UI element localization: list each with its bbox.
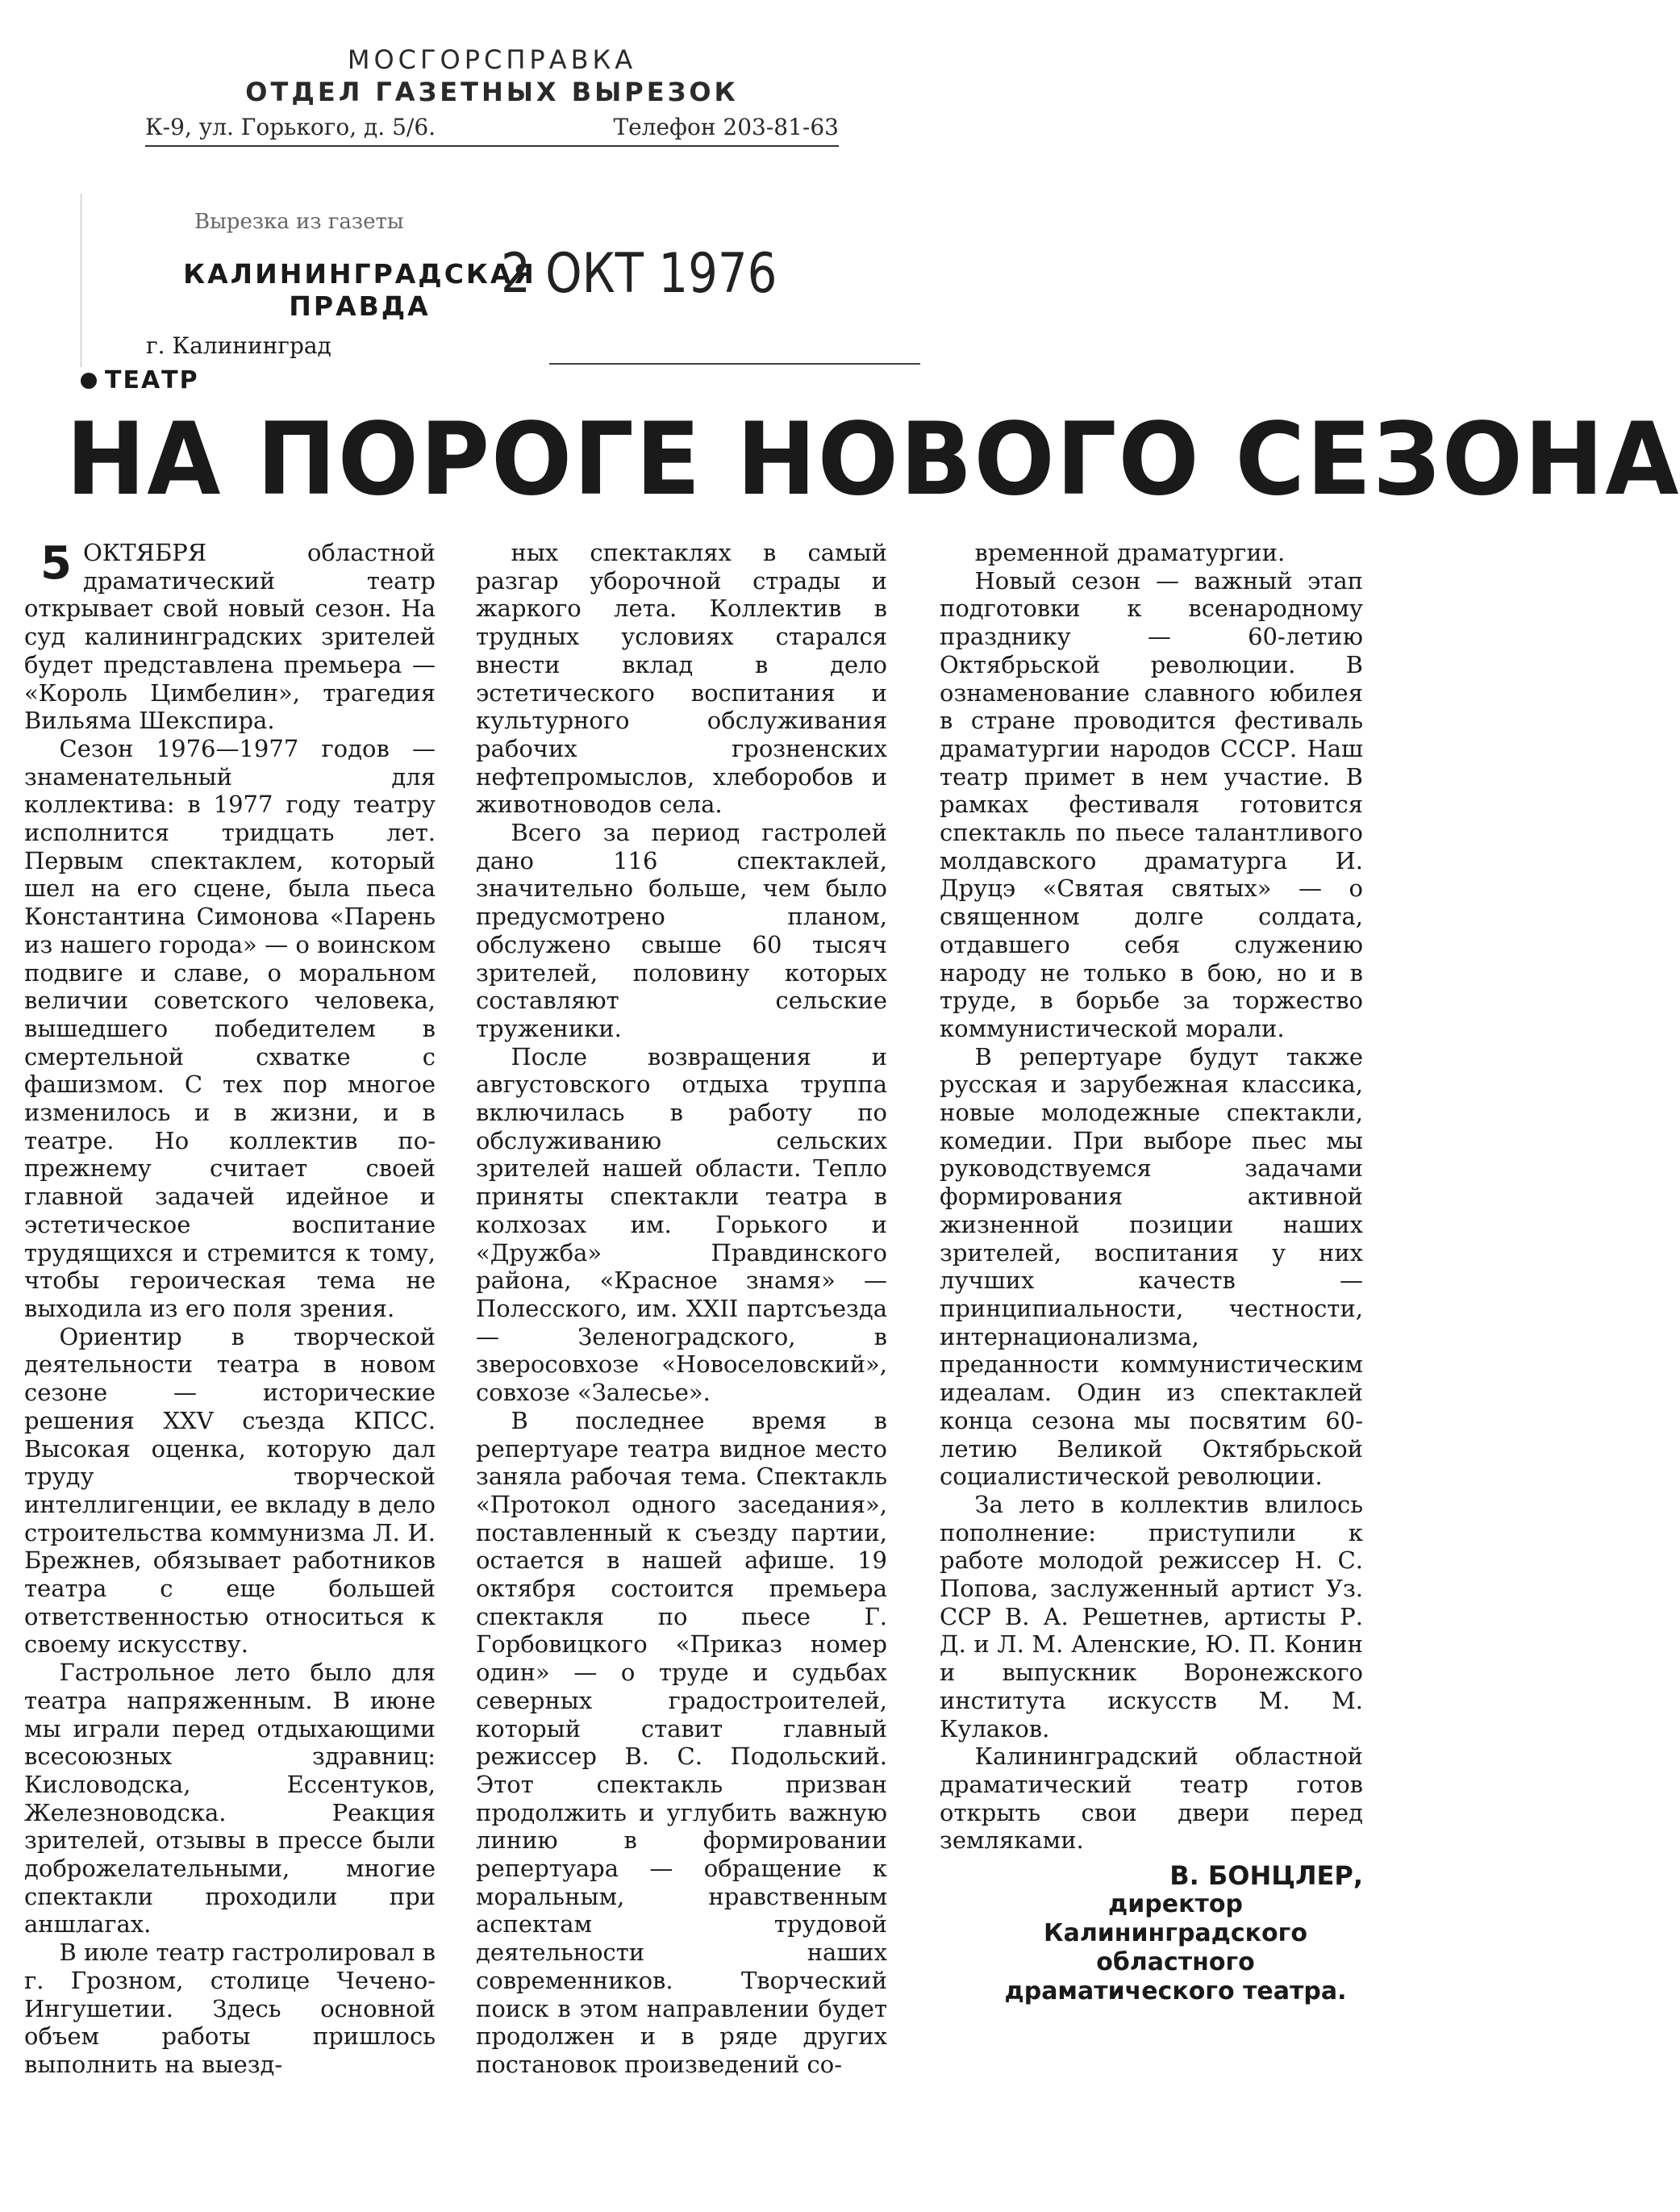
- stamp-contacts: [137, 114, 847, 140]
- paragraph-text: Всего за период гастролей дано 116 спектаклей, значительно больше, чем было предусмотрено планом, обслужено свыше 60 тысяч зрителей, половину которых составляют сельские труженики.: [476, 819, 887, 1042]
- mosgorspravka-stamp: [137, 44, 847, 147]
- bullet-icon: [81, 373, 97, 389]
- article-paragraph: [24, 1939, 436, 2079]
- article-paragraph: [940, 1491, 1363, 1742]
- clipping-divider: [549, 363, 920, 365]
- clipping-city: г. Калининград: [146, 332, 331, 359]
- newspaper-name-line1: КАЛИНИНГРАДСКАЯ: [183, 258, 536, 290]
- rubric: [81, 366, 199, 394]
- article-paragraph: [940, 567, 1363, 1043]
- clipping-from-label: Вырезка из газеты: [194, 210, 404, 234]
- paragraph-text: ОКТЯБРЯ областной драматический театр открывает свой новый сезон. На суд калининградских зрителей будет представлена премьера — «Король Цимбелин», трагедия Вильяма Шекспира.: [24, 539, 436, 735]
- paragraph-text: В последнее время в репертуаре театра видное место заняла рабочая тема. Спектакль «Протокол одного заседания», поставленный к съезду партии, остается в нашей афише. 19 октября состоится премьера спектакля по пьесе Г. Горбовицкого «Приказ номер один» — о труде и судьбах северных градостроителей, который ставит главный режиссер В. С. Подольский. Этот спектакль призван продолжить и углубить важную линию в формировании репертуара — обращение к моральным, нравственным аспектам трудовой деятельности наших современников. Творческий поиск в этом направлении будет продолжен и в ряде других постановок произведений со-: [476, 1406, 887, 2078]
- paragraph-text: Новый сезон — важный этап подготовки к всенародному празднику — 60-летию Октябрьской революции. В ознаменование славного юбилея в стране проводится фестиваль драматургии народов СССР. Наш театр примет в нем участие. В рамках фестиваля готовится спектакль по пьесе талантливого молдавского драматурга И. Друцэ «Святая святых» — о священном долге солдата, отдавшего себя служению народу не только в бою, но и в труде, в борьбе за торжество коммунистической морали.: [940, 566, 1363, 1042]
- dropcap: 5: [40, 537, 72, 590]
- paragraph-text: В июле театр гастролировал в г. Грозном, столице Чечено-Ингушетии. Здесь основной объем работы пришлось выполнить на выезд-: [24, 1939, 436, 2078]
- paragraph-text: Сезон 1976—1977 годов — знаменательный для коллектива: в 1977 году театру исполнится тридцать лет. Первым спектаклем, который шел на его сцене, была пьеса Константина Симонова «Парень из нашего города» — о воинском подвиге и славе, о моральном величии советского человека, вышедшего победителем в смертельной схватке с фашизмом. С тех пор многое изменилось и в жизни, и в театре. Но коллектив по-прежнему считает своей главной задачей идейное и эстетическое воспитание трудящихся и стремится к тому, чтобы героическая тема не выходила из его поля зрения.: [24, 734, 436, 1322]
- stamp-agency: МОСГОРСПРАВКА: [347, 44, 637, 75]
- article-paragraph: [24, 735, 436, 1323]
- paragraph-text: Калининградский областной драматический театр готов открыть свои двери перед земляками.: [940, 1742, 1363, 1855]
- signature-position: директор Калининградского областного драматического театра.: [1004, 1890, 1347, 2006]
- paragraph-text: После возвращения и августовского отдыха труппа включилась в работу по обслуживанию сельских зрителей нашей области. Тепло приняты спектакли театра в колхозах им. Горького и «Дружба» Правдинского района, «Красное знамя» — Полесского, им. XXII партсъезда — Зеленоградского, в зверосовхозе «Новоселовский», совхозе «Залесье».: [476, 1042, 887, 1407]
- article-paragraph: [476, 539, 887, 819]
- paragraph-text: В репертуаре будут также русская и зарубежная классика, новые молодежные спектакли, комедии. При выборе пьес мы руководствуемся задачами формирования активной жизненной позиции наших зрителей, воспитания у них лучших качеств — принципиальности, честности, интернационализма, преданности коммунистическим идеалам. Один из спектаклей конца сезона мы посвятим 60-летию Великой Октябрьской социалистической революции.: [940, 1042, 1363, 1491]
- article-paragraph: [476, 819, 887, 1043]
- stamp-divider: [145, 145, 839, 147]
- article-paragraph: [476, 1043, 887, 1407]
- article-paragraph: [940, 1742, 1363, 1855]
- article-column-2: [476, 539, 887, 2079]
- article-column-1: [24, 539, 436, 2079]
- article-paragraph: [24, 1323, 436, 1659]
- signature-block: [940, 1861, 1363, 2006]
- paragraph-text: ных спектаклях в самый разгар уборочной страды и жаркого лета. Коллектив в трудных условиях старался внести вклад в дело эстетического воспитания и культурного обслуживания рабочих грозненских нефтепромыслов, хлеборобов и животноводов села.: [476, 539, 887, 819]
- article-headline: НА ПОРОГЕ НОВОГО СЕЗОНА: [65, 402, 1680, 518]
- stamp-phone: Телефон 203-81-63: [613, 114, 839, 140]
- newspaper-name-line2: ПРАВДА: [289, 290, 431, 322]
- article-paragraph: [476, 1407, 887, 2079]
- rubric-label: ТЕАТР: [105, 366, 199, 394]
- signature-name: В. БОНЦЛЕР,: [1169, 1860, 1363, 1892]
- paragraph-text: За лето в коллектив влилось пополнение: приступили к работе молодой режиссер Н. С. Попова, заслуженный артист Уз. ССР В. А. Решетнев, артисты Р. Д. и Л. М. Аленские, Ю. П. Конин и выпускник Воронежского института искусств М. М. Кулаков.: [940, 1490, 1363, 1742]
- paragraph-text: Ориентир в творческой деятельности театра в новом сезоне — исторические решения XXV съезда КПСС. Высокая оценка, которую дал труду творческой интеллигенции, ее вкладу в дело строительства коммунизма Л. И. Брежнев, обязывает работников театра с еще большей ответственностью относиться к своему искусству.: [24, 1322, 436, 1659]
- article-column-3: [940, 539, 1363, 2006]
- clipping-source-block: [81, 194, 840, 367]
- paragraph-text: Гастрольное лето было для театра напряженным. В июне мы играли перед отдыхающими всесоюзных здравниц: Кисловодска, Ессентуков, Железноводска. Реакция зрителей, отзывы в прессе были доброжелательными, многие спектакли проходили при аншлагах.: [24, 1659, 436, 1939]
- article-paragraph: [24, 1659, 436, 1939]
- stamp-department: ОТДЕЛ ГАЗЕТНЫХ ВЫРЕЗОК: [245, 77, 739, 107]
- article-paragraph: [940, 539, 1363, 567]
- article-paragraph: [940, 1043, 1363, 1491]
- date-stamp: 2 ОКТ 1976: [501, 242, 777, 306]
- article-paragraph: [24, 539, 436, 735]
- stamp-address: К-9, ул. Горького, д. 5/6.: [145, 114, 436, 140]
- paragraph-text: временной драматургии.: [974, 539, 1286, 566]
